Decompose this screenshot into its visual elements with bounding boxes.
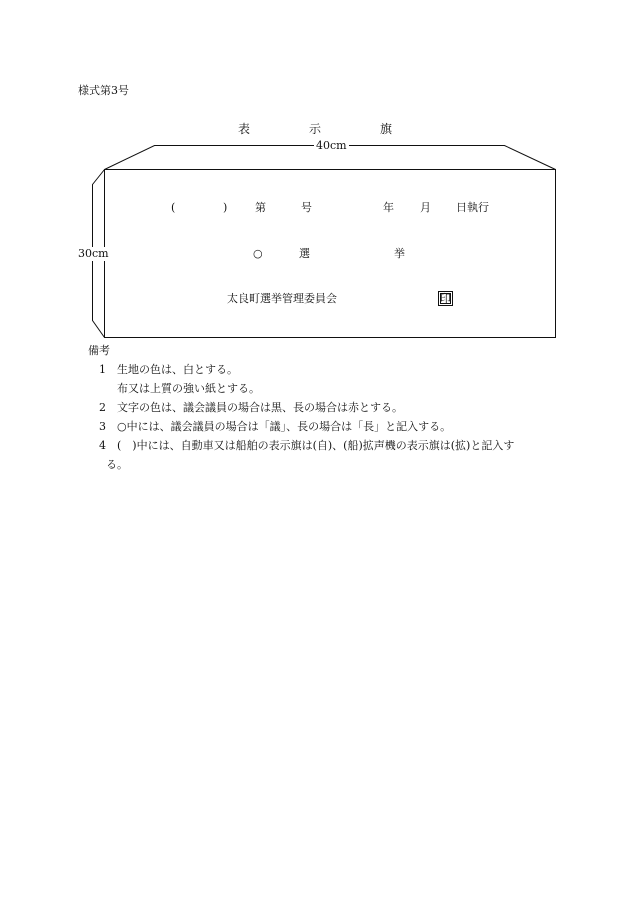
note-1-line-2: 布又は上質の強い紙とする。: [117, 382, 260, 395]
note-1-number: 1: [99, 363, 106, 376]
note-4-number: 4: [99, 439, 106, 452]
note-2-number: 2: [99, 401, 106, 414]
width-label: 40cm: [316, 139, 347, 152]
label-nen: 年: [383, 201, 394, 214]
title-char-1: 表: [238, 122, 251, 136]
label-sen: 選: [299, 247, 310, 260]
note-4-line-2: る。: [106, 458, 128, 471]
height-label: 30cm: [78, 247, 109, 260]
seal-stamp: 印: [440, 292, 451, 305]
label-dai: 第: [255, 201, 266, 214]
paren-open: (: [171, 201, 176, 214]
label-tsuki: 月: [420, 201, 431, 214]
notes-heading: 備考: [88, 344, 110, 357]
paren-close: ): [223, 201, 228, 214]
note-1-line-1: 生地の色は、白とする。: [117, 363, 238, 376]
label-go: 号: [301, 201, 312, 214]
note-3-line-1: ○中には、議会議員の場合は「議」、長の場合は「長」と記入する。: [117, 420, 452, 433]
form-number: 様式第3号: [78, 84, 129, 97]
committee-name: 太良町選挙管理委員会: [227, 292, 337, 305]
label-kyo: 挙: [394, 247, 405, 260]
flag-front-rect: [105, 170, 556, 338]
note-2-line-1: 文字の色は、議会議員の場合は黒、長の場合は赤とする。: [117, 401, 403, 414]
title-char-2: 示: [309, 122, 322, 136]
label-hi-shikko: 日執行: [456, 201, 489, 214]
circle-mark: ○: [253, 247, 263, 260]
title-char-3: 旗: [380, 122, 393, 136]
note-4-line-1: ( )中には、自動車又は船舶の表示旗は(自)、(船)拡声機の表示旗は(拡)と記入す: [117, 439, 515, 452]
note-3-number: 3: [99, 420, 106, 433]
